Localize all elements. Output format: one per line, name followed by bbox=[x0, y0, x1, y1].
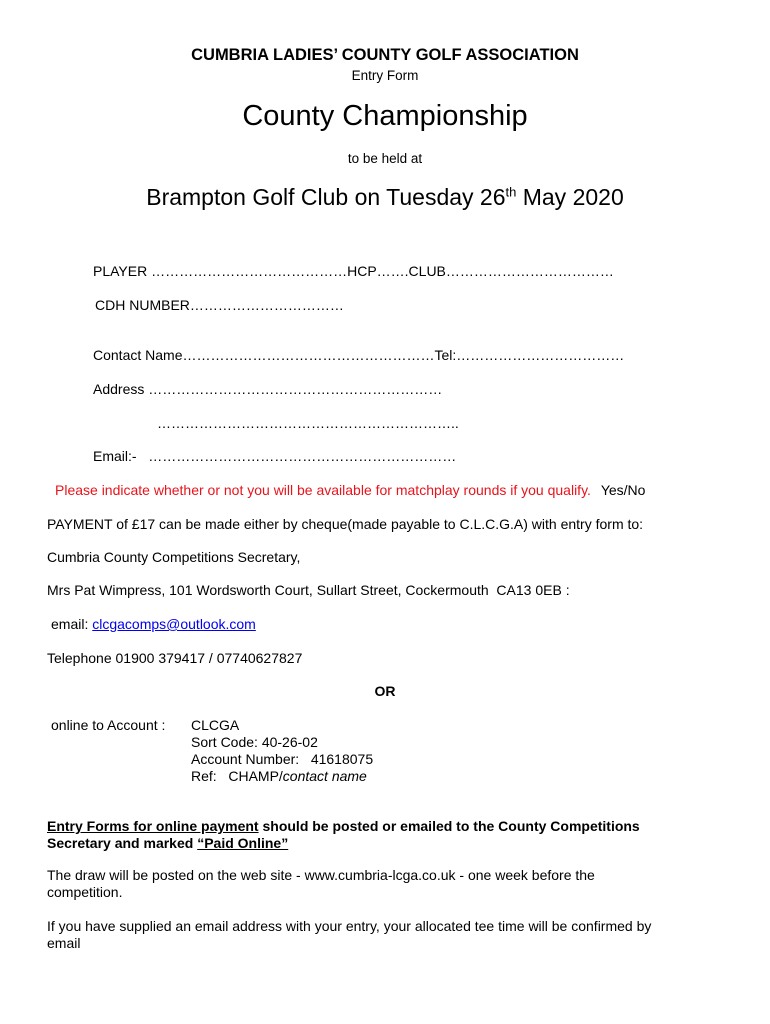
sort-code: Sort Code: 40-26-02 bbox=[191, 734, 318, 750]
tee-note-line1: If you have supplied an email address with your entry, your allocated tee time will be confirmed by bbox=[47, 918, 652, 934]
held-at-label: to be held at bbox=[347, 151, 423, 166]
paid-online-label: “Paid Online” bbox=[197, 835, 289, 851]
account-name: CLCGA bbox=[191, 717, 240, 733]
matchplay-question-text: Please indicate whether or not you will be available for matchplay rounds if you qualify. bbox=[55, 482, 591, 498]
online-note-text: should be posted or emailed to the County Competitions bbox=[258, 818, 640, 834]
contact-name-field[interactable]: Contact Name………………………………………………Tel:……………………………… bbox=[93, 347, 625, 363]
player-field[interactable]: PLAYER ……………………………………HCP…….CLUB……………………………… bbox=[93, 263, 614, 279]
secretary-address: Mrs Pat Wimpress, 101 Wordsworth Court, Sullart Street, Cockermouth CA13 0EB : bbox=[47, 582, 570, 598]
page-title: County Championship bbox=[242, 100, 528, 132]
online-note-emphasis: Entry Forms for online payment bbox=[47, 818, 259, 834]
email-line bbox=[51, 616, 256, 632]
email-label: email: bbox=[51, 616, 93, 632]
address-field-line2[interactable]: ……………………………………………………….. bbox=[157, 415, 459, 431]
telephone-line: Telephone 01900 379417 / 07740627827 bbox=[47, 650, 303, 666]
form-subtitle: Entry Form bbox=[351, 68, 419, 83]
cdh-number-field[interactable]: CDH NUMBER…………………………… bbox=[95, 297, 344, 313]
account-number: Account Number: 41618075 bbox=[191, 751, 374, 767]
email-link[interactable]: clcgacomps@outlook.com bbox=[92, 616, 256, 632]
draw-note-line1: The draw will be posted on the web site - www.cumbria-lcga.co.uk - one week before the bbox=[47, 867, 595, 883]
association-title: CUMBRIA LADIES’ COUNTY GOLF ASSOCIATION bbox=[191, 46, 579, 64]
address-field[interactable]: Address ……………………………………………………… bbox=[93, 381, 443, 397]
venue-superscript: th bbox=[505, 184, 517, 200]
reference-value: contact name bbox=[282, 768, 367, 784]
online-payment-note bbox=[47, 818, 640, 852]
draw-note bbox=[47, 867, 595, 901]
online-account-label: online to Account : bbox=[51, 717, 166, 733]
tee-note-line2: email bbox=[47, 935, 81, 951]
venue-line bbox=[0, 184, 770, 211]
venue-text: Brampton Golf Club on Tuesday 26 bbox=[146, 184, 506, 210]
account-details bbox=[191, 717, 373, 785]
payment-reference bbox=[191, 768, 373, 785]
draw-note-line2: competition. bbox=[47, 884, 123, 900]
email-field[interactable]: Email:- ………………………………………………………… bbox=[93, 448, 457, 464]
or-separator: OR bbox=[374, 683, 396, 699]
online-note-text-2: Secretary and marked bbox=[47, 835, 198, 851]
reference-label: Ref: CHAMP/ bbox=[191, 768, 283, 784]
matchplay-question bbox=[55, 482, 645, 498]
secretary-line: Cumbria County Competitions Secretary, bbox=[47, 549, 301, 565]
payment-line: PAYMENT of £17 can be made either by cheque(made payable to C.L.C.G.A) with entry form to: bbox=[47, 516, 644, 532]
matchplay-options[interactable]: Yes/No bbox=[600, 482, 646, 498]
venue-date: May 2020 bbox=[516, 184, 624, 210]
tee-time-note bbox=[47, 918, 651, 952]
